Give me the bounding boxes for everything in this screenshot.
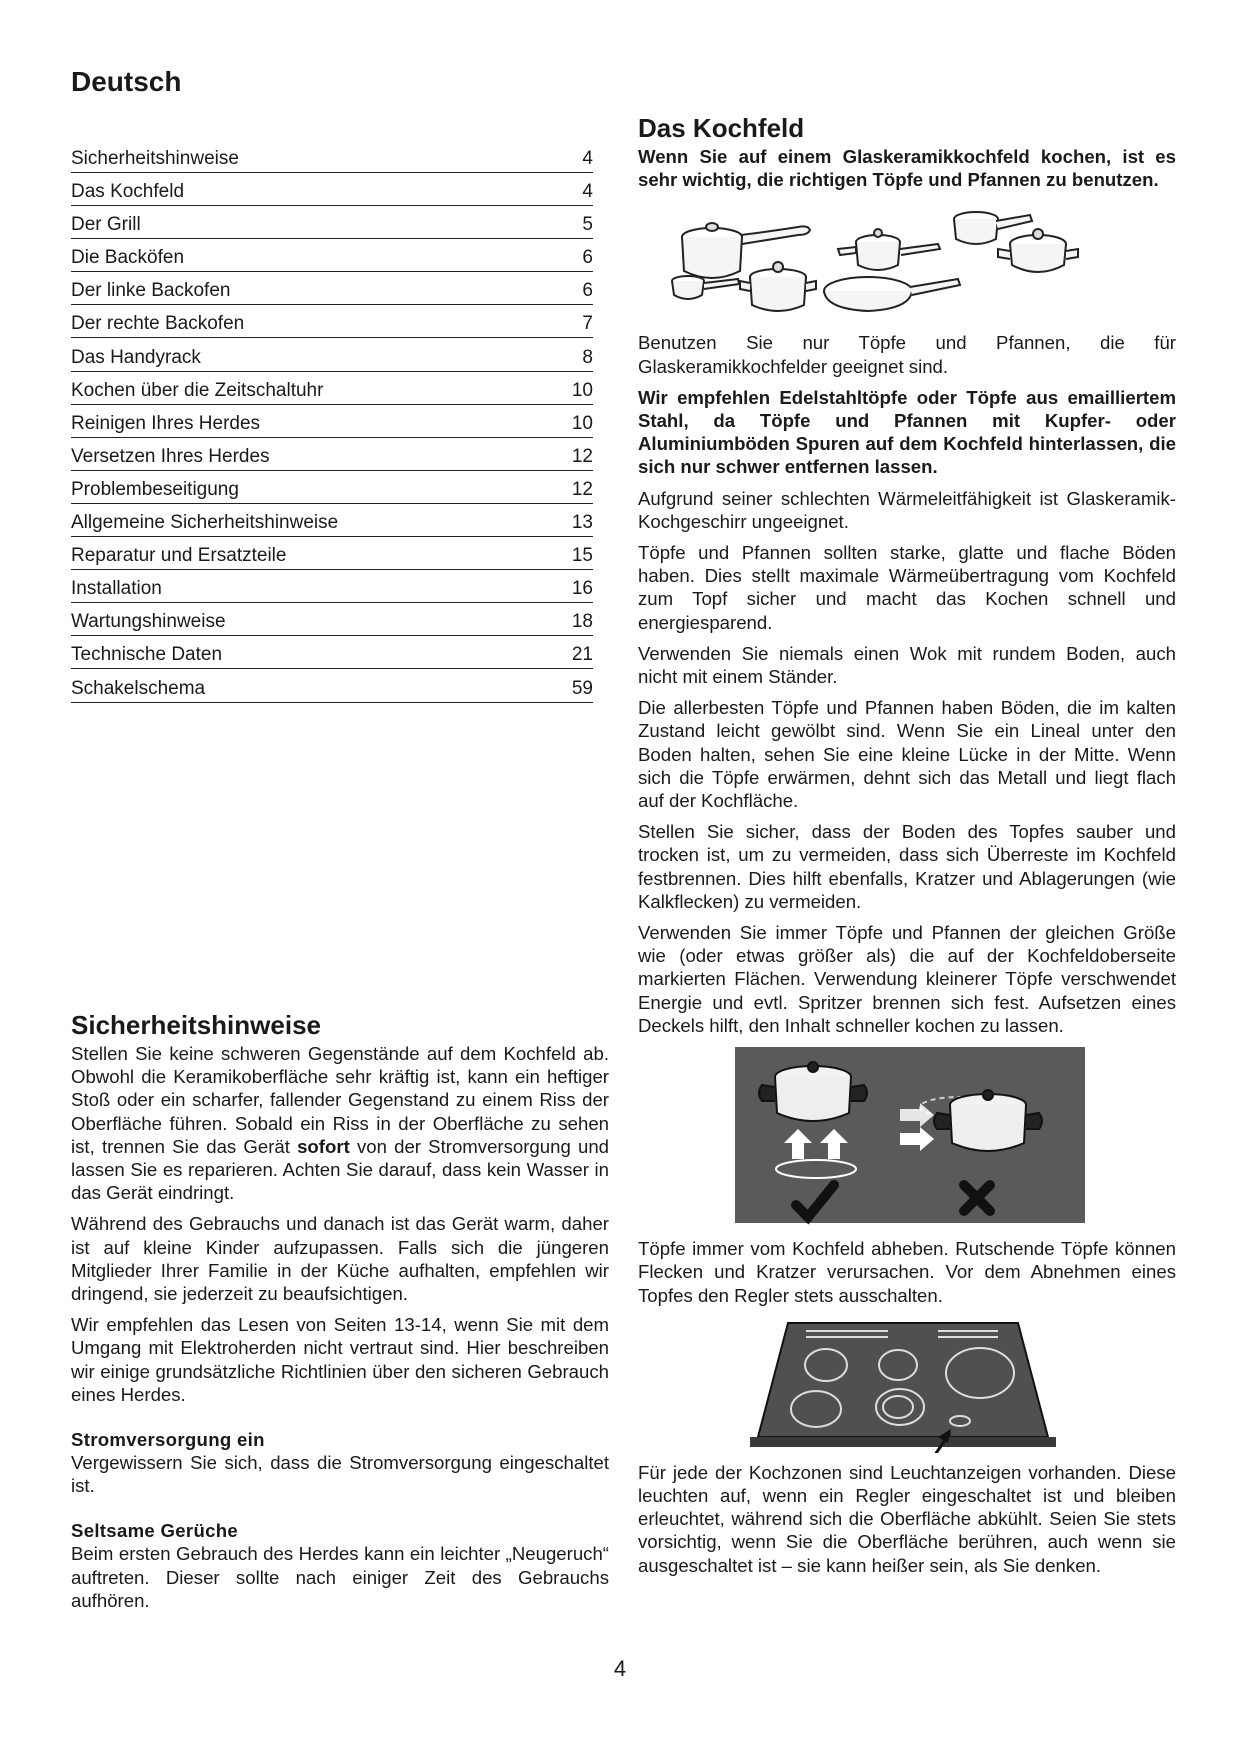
hob-paragraph-1: Benutzen Sie nur Töpfe und Pfannen, die für Glaskeramikkochfelder geeignet sind. [638, 332, 1176, 377]
toc-label: Der Grill [71, 214, 141, 236]
toc-page: 13 [571, 512, 593, 534]
language-heading: Deutsch [71, 66, 182, 97]
toc-row [71, 638, 593, 669]
toc-page: 59 [571, 677, 593, 699]
safety-title: Sicherheitshinweise [71, 1010, 321, 1040]
hob-paragraph-3: Aufgrund seiner schlechten Wärmeleitfähigkeit ist Glaskeramik-Kochgeschirr ungeeignet. [638, 487, 1176, 532]
table-of-contents [71, 142, 593, 705]
toc-page: 4 [582, 181, 593, 203]
toc-row [71, 341, 593, 372]
toc-label: Das Kochfeld [71, 181, 185, 203]
hob-indicator-illustration [638, 1315, 1176, 1453]
toc-label: Das Handyrack [71, 346, 201, 368]
toc-row [71, 572, 593, 603]
hob-paragraph-7: Stellen Sie sicher, dass der Boden des Topfes sauber und trocken ist, um zu vermeiden, dass sich Überreste im Kochfeld festbrennen. Dies hilft ebenfalls, Kratzer und Ablagerungen (wie Kalkflecken) zu vermeiden. [638, 821, 1176, 912]
toc-page: 10 [571, 412, 593, 434]
hob-paragraph-8: Verwenden Sie immer Töpfe und Pfannen der gleichen Größe wie (oder etwas größer als) die auf der Kochfeldoberseite markierten Flächen. Verwendung kleinerer Töpfe verschwendet Energie und evtl. Spritzer brennen sich fest. Aufsetzen eines Deckels hilft, den Inhalt schneller kochen zu lassen. [638, 922, 1176, 1036]
smell-subtitle: Seltsame Gerüche [71, 1520, 239, 1542]
hob-title: Das Kochfeld [638, 113, 805, 143]
toc-page: 4 [582, 148, 593, 169]
toc-page: 21 [571, 644, 593, 666]
toc-row [71, 407, 593, 438]
hob-paragraph-10: Für jede der Kochzonen sind Leuchtanzeigen vorhanden. Diese leuchten auf, wenn ein Regler eingeschaltet ist und bleiben erleuchtet, während sich die Oberfläche abkühlt. Seien Sie stets vorsichtig, wenn Sie die Oberfläche berühren, auch wenn sie ausgeschaltet ist – sie kann heißer sein, als Sie denken. [638, 1461, 1176, 1576]
hob-paragraph-6: Die allerbesten Töpfe und Pfannen haben Böden, die im kalten Zustand leicht gewölbt sind. Wenn Sie ein Lineal unter den Boden halten, sehen Sie eine kleine Lücke in der Mitte. Wenn sich die Töpfe erwärmen, dehnt sich das Metall und liegt flach auf der Kochfläche. [638, 697, 1176, 812]
toc-label: Sicherheitshinweise [71, 148, 239, 169]
hob-paragraph-9: Töpfe immer vom Kochfeld abheben. Rutschende Töpfe können Flecken und Kratzer verursachen. Vor dem Abnehmen eines Topfes den Regler stets ausschalten. [638, 1238, 1176, 1306]
toc-row [71, 142, 593, 173]
toc-page: 12 [571, 478, 593, 500]
power-text: Vergewissern Sie sich, dass die Stromversorgung eingeschaltet ist. [71, 1452, 609, 1497]
hob-paragraph-2: Wir empfehlen Edelstahltöpfe oder Töpfe aus emailliertem Stahl, da Töpfe und Pfannen mit Kupfer- oder Aluminiumböden Spuren auf dem Kochfeld hinterlassen, die sich nur schwer entfernen lassen. [638, 386, 1176, 478]
toc-page: 12 [571, 445, 593, 467]
toc-row [71, 473, 593, 504]
toc-row [71, 506, 593, 537]
toc-page: 5 [582, 214, 593, 236]
toc-row [71, 672, 593, 703]
toc-label: Schakelschema [71, 677, 206, 699]
cookware-illustration [638, 199, 1176, 323]
safety-paragraph-2: Während des Gebrauchs und danach ist das Gerät warm, daher ist auf kleine Kinder aufzupassen. Falls sich die jüngeren Mitglieder Ihrer Familie in der Küche aufhalten, empfehlen wir dringend, sie jederzeit zu beaufsichtigen. [71, 1213, 609, 1305]
toc-label: Der linke Backofen [71, 280, 231, 302]
toc-page: 15 [571, 545, 593, 567]
toc-row [71, 175, 593, 206]
toc-label: Kochen über die Zeitschaltuhr [71, 379, 324, 401]
toc-label: Reinigen Ihres Herdes [71, 412, 261, 434]
toc-page: 7 [582, 313, 593, 335]
toc-label: Installation [71, 578, 162, 600]
toc-page: 8 [582, 346, 593, 368]
hob-section [638, 113, 1176, 1585]
emphasis-sofort: sofort [297, 1135, 350, 1157]
safety-paragraph-1: Stellen Sie keine schweren Gegenstände auf dem Kochfeld ab. Obwohl die Keramikoberfläche sehr kräftig ist, kann ein heftiger Stoß oder ein scharfer, fallender Gegenstand zu einem Riss der Oberfläche führen. Sobald ein Riss in der Oberfläche zu sehen ist, trennen Sie das Gerät sofort von der Stromversorgung und lassen Sie es reparieren. Achten Sie darauf, dass kein Wasser in das Gerät eindringt. [71, 1043, 609, 1204]
toc-row [71, 274, 593, 305]
toc-row [71, 440, 593, 471]
toc-row [71, 374, 593, 405]
toc-row [71, 605, 593, 636]
toc-row [71, 208, 593, 239]
smell-text: Beim ersten Gebrauch des Herdes kann ein leichter „Neugeruch“ auftreten. Dieser sollte nach einiger Zeit des Gebrauchs aufhören. [71, 1543, 609, 1611]
toc-row [71, 539, 593, 570]
toc-label: Problembeseitigung [71, 478, 239, 500]
toc-page: 6 [582, 247, 593, 269]
toc-page: 18 [571, 611, 593, 633]
hob-paragraph-5: Verwenden Sie niemals einen Wok mit rundem Boden, auch nicht mit einem Ständer. [638, 642, 1176, 688]
toc-page: 6 [582, 280, 593, 302]
toc-page: 10 [571, 379, 593, 401]
hob-paragraph-4: Töpfe und Pfannen sollten starke, glatte und flache Böden haben. Dies stellt maximale Wärmeübertragung vom Kochfeld zum Topf sicher und macht das Kochen schnell und energiesparend. [638, 542, 1176, 633]
toc-label: Versetzen Ihres Herdes [71, 445, 270, 467]
toc-page: 16 [571, 578, 593, 600]
toc-label: Technische Daten [71, 644, 223, 666]
page-number: 4 [613, 1656, 627, 1681]
toc-label: Die Backöfen [71, 247, 185, 269]
safety-paragraph-3: Wir empfehlen das Lesen von Seiten 13-14, wenn Sie mit dem Umgang mit Elektroherden nicht vertraut sind. Hier beschreiben wir einige grundsätzliche Richtlinien über den sicheren Gebrauch eines Herdes. [71, 1314, 609, 1405]
toc-label: Reparatur und Ersatzteile [71, 545, 287, 567]
toc-label: Wartungshinweise [71, 611, 226, 633]
toc-label: Allgemeine Sicherheitshinweise [71, 512, 339, 534]
safety-section [71, 1010, 609, 1620]
power-subtitle: Stromversorgung ein [71, 1429, 265, 1451]
hob-intro: Wenn Sie auf einem Glaskeramikkochfeld kochen, ist es sehr wichtig, die richtigen Töpfe und Pfannen zu benutzen. [638, 146, 1176, 191]
toc-row [71, 307, 593, 338]
toc-label: Der rechte Backofen [71, 313, 245, 335]
lift-pot-illustration [638, 1047, 1176, 1227]
toc-row [71, 241, 593, 272]
